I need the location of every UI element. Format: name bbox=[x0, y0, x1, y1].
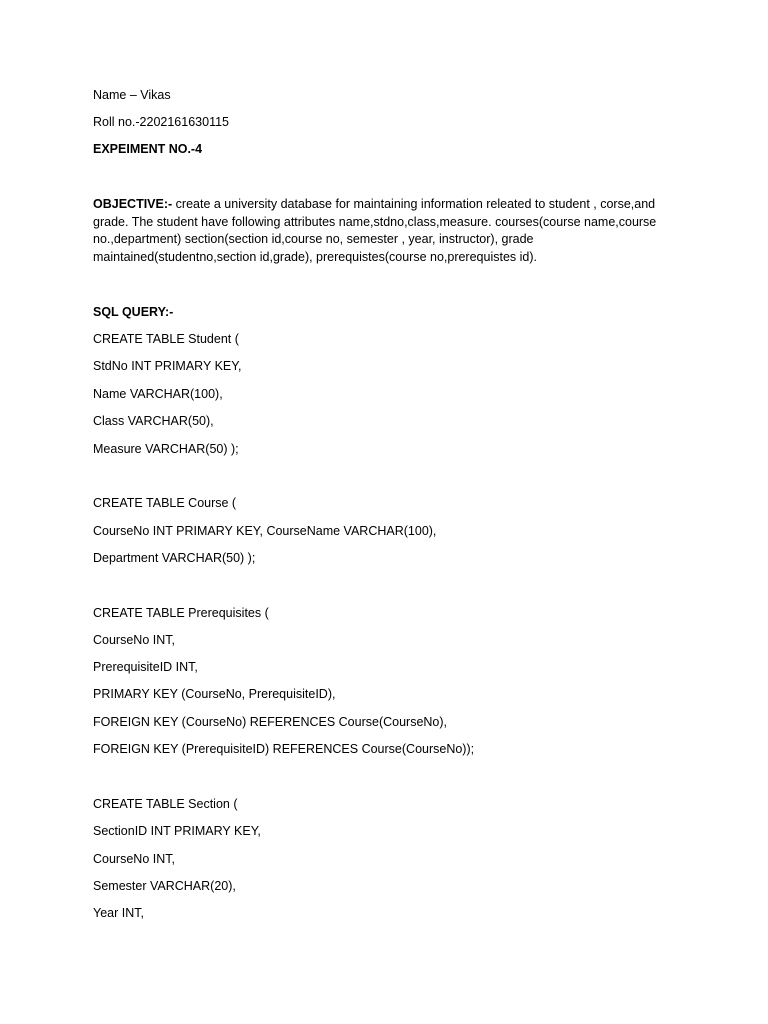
sql-line: FOREIGN KEY (CourseNo) REFERENCES Course(CourseNo), bbox=[93, 715, 448, 729]
sql-line: CourseNo INT, bbox=[93, 852, 175, 866]
objective-paragraph bbox=[93, 196, 683, 266]
objective-label: OBJECTIVE:- bbox=[93, 197, 173, 211]
sql-line: Semester VARCHAR(20), bbox=[93, 879, 236, 893]
sql-line: Class VARCHAR(50), bbox=[93, 414, 214, 428]
sql-line: CREATE TABLE Student ( bbox=[93, 332, 239, 346]
sql-line: Department VARCHAR(50) ); bbox=[93, 551, 256, 565]
sql-line: CREATE TABLE Section ( bbox=[93, 797, 238, 811]
sql-line: SectionID INT PRIMARY KEY, bbox=[93, 824, 261, 838]
sql-line: CREATE TABLE Course ( bbox=[93, 496, 237, 510]
sql-line: FOREIGN KEY (PrerequisiteID) REFERENCES Course(CourseNo)); bbox=[93, 742, 475, 756]
sql-line: PRIMARY KEY (CourseNo, PrerequisiteID), bbox=[93, 687, 336, 701]
objective-line: maintained(studentno,section id,grade), prerequistes(course no,prerequistes id). bbox=[93, 249, 537, 264]
sql-line: Name VARCHAR(100), bbox=[93, 387, 223, 401]
sql-line: Measure VARCHAR(50) ); bbox=[93, 442, 239, 456]
objective-line: no.,department) section(section id,course no, semester , year, instructor), grade bbox=[93, 232, 534, 246]
roll-number: Roll no.-2202161630115 bbox=[93, 115, 229, 129]
sql-line: Year INT, bbox=[93, 906, 144, 920]
student-name: Name – Vikas bbox=[93, 88, 171, 102]
sql-line: PrerequisiteID INT, bbox=[93, 660, 198, 674]
sql-line: CourseNo INT PRIMARY KEY, CourseName VARCHAR(100), bbox=[93, 524, 437, 538]
experiment-title: EXPEIMENT NO.-4 bbox=[93, 142, 203, 156]
sql-line: CREATE TABLE Prerequisites ( bbox=[93, 606, 269, 620]
sql-line: StdNo INT PRIMARY KEY, bbox=[93, 359, 242, 373]
objective-line: grade. The student have following attributes name,stdno,class,measure. courses(course name,course bbox=[93, 214, 657, 229]
objective-line: create a university database for maintaining information releated to student , corse,and bbox=[172, 197, 656, 211]
sql-line: CourseNo INT, bbox=[93, 633, 175, 647]
sql-heading: SQL QUERY:- bbox=[93, 305, 174, 319]
